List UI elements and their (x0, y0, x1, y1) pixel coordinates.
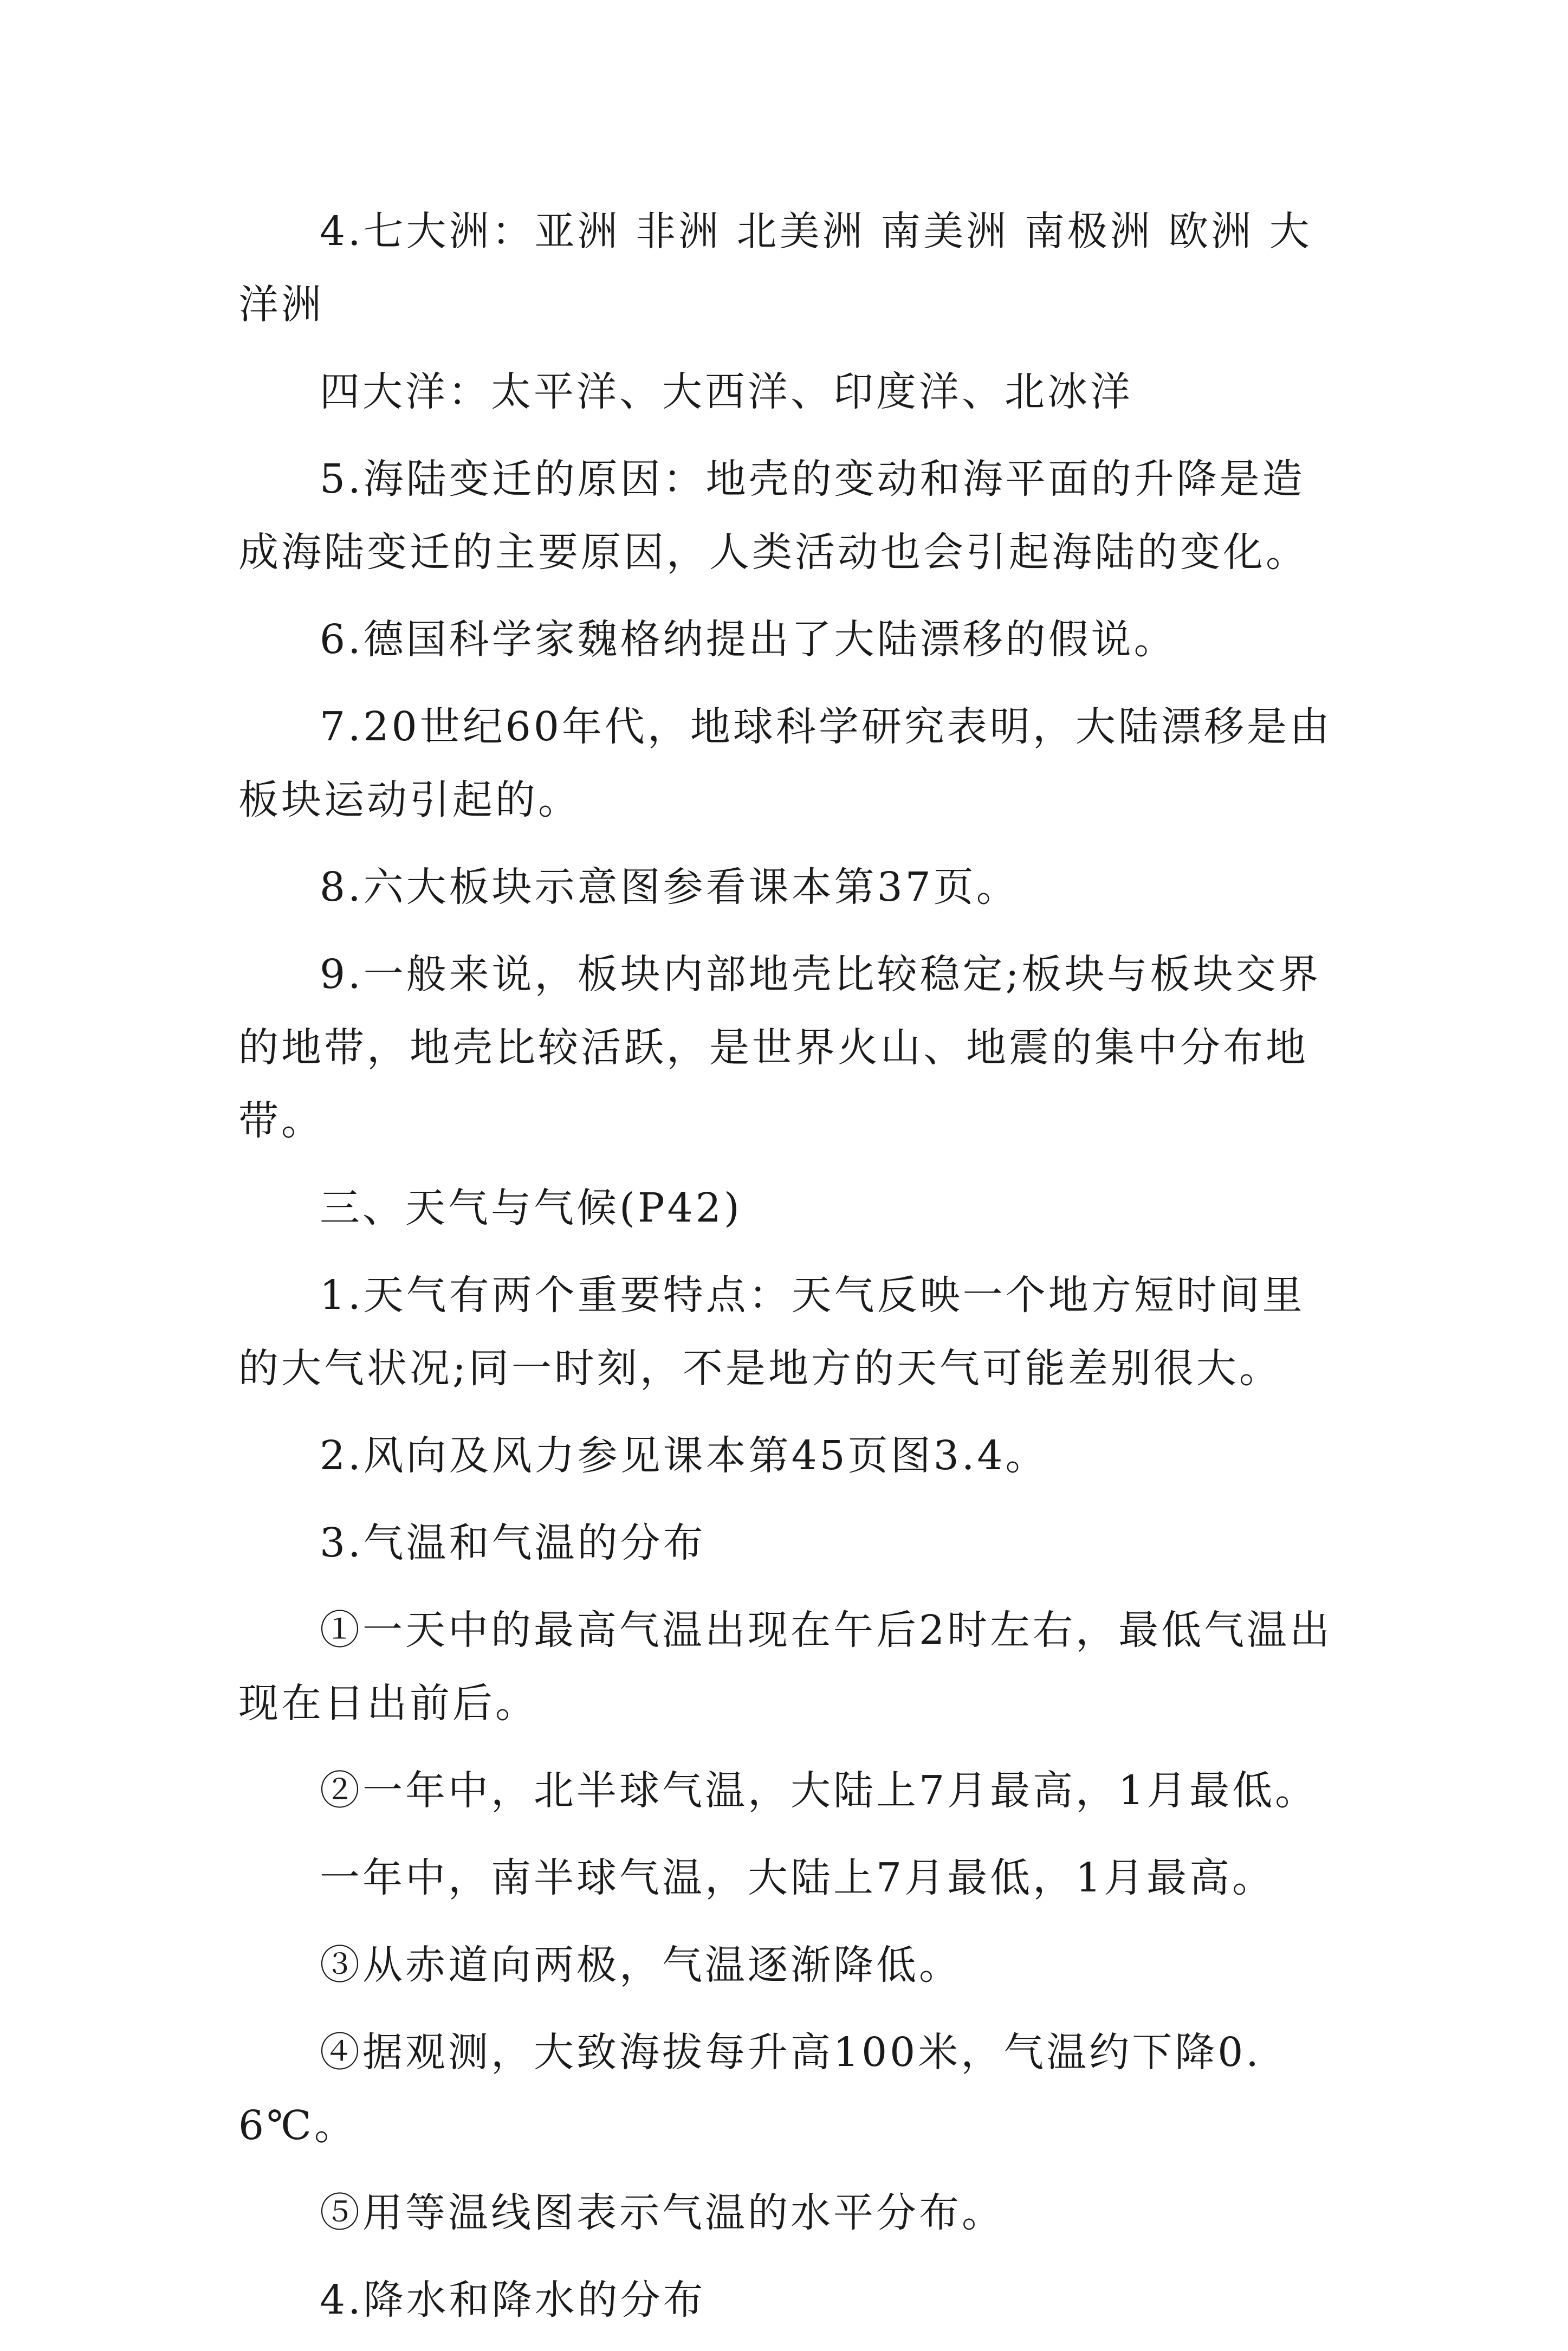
section-heading-weather-climate: 三、天气与气候(P42) (320, 1185, 742, 1231)
paragraph-temperature-north: ②一年中，北半球气温，大陆上7月最高，1月最低。 (320, 1767, 1318, 1814)
paragraph-isotherm: ⑤用等温线图表示气温的水平分布。 (320, 2189, 1005, 2236)
paragraph-wegener: 6.德国科学家魏格纳提出了大陆漂移的假说。 (320, 616, 1177, 663)
paragraph-temperature-south: 一年中，南半球气温，大陆上7月最低，1月最高。 (320, 1855, 1275, 1901)
paragraph-temperature-heading: 3.气温和气温的分布 (320, 1520, 706, 1566)
paragraph-oceans: 四大洋：太平洋、大西洋、印度洋、北冰洋 (320, 369, 1133, 415)
paragraph-plate-boundaries: 9.一般来说，板块内部地壳比较稳定;板块与板块交界的地带，地壳比较活跃，是世界火山、地震的集中分布地带。 (238, 951, 1321, 1144)
paragraph-temperature-latitude: ③从赤道向两极，气温逐渐降低。 (320, 1942, 962, 1988)
paragraph-wind: 2.风向及风力参见课本第45页图3.4。 (320, 1432, 1048, 1479)
paragraph-sea-land-change: 5.海陆变迁的原因：地壳的变动和海平面的升降是造成海陆变迁的主要原因，人类活动也会引起海陆的变化。 (238, 456, 1308, 576)
paragraph-temperature-daily: ①一天中的最高气温出现在午后2时左右，最低气温出现在日出前后。 (238, 1607, 1333, 1727)
paragraph-plate-motion: 7.20世纪60年代，地球科学研究表明，大陆漂移是由板块运动引起的。 (238, 703, 1332, 823)
paragraph-temperature-altitude: ④据观测，大致海拔每升高100米，气温约下降0.6℃。 (238, 2029, 1261, 2149)
paragraph-continents: 4.七大洲：亚洲 非洲 北美洲 南美洲 南极洲 欧洲 大洋洲 (238, 208, 1312, 328)
paragraph-six-plates: 8.六大板块示意图参看课本第37页。 (320, 864, 1019, 910)
paragraph-precipitation-heading: 4.降水和降水的分布 (320, 2277, 706, 2323)
document-body (238, 195, 1344, 2351)
paragraph-weather-features: 1.天气有两个重要特点：天气反映一个地方短时间里的大气状况;同一时刻，不是地方的天气可能差别很大。 (238, 1272, 1305, 1392)
